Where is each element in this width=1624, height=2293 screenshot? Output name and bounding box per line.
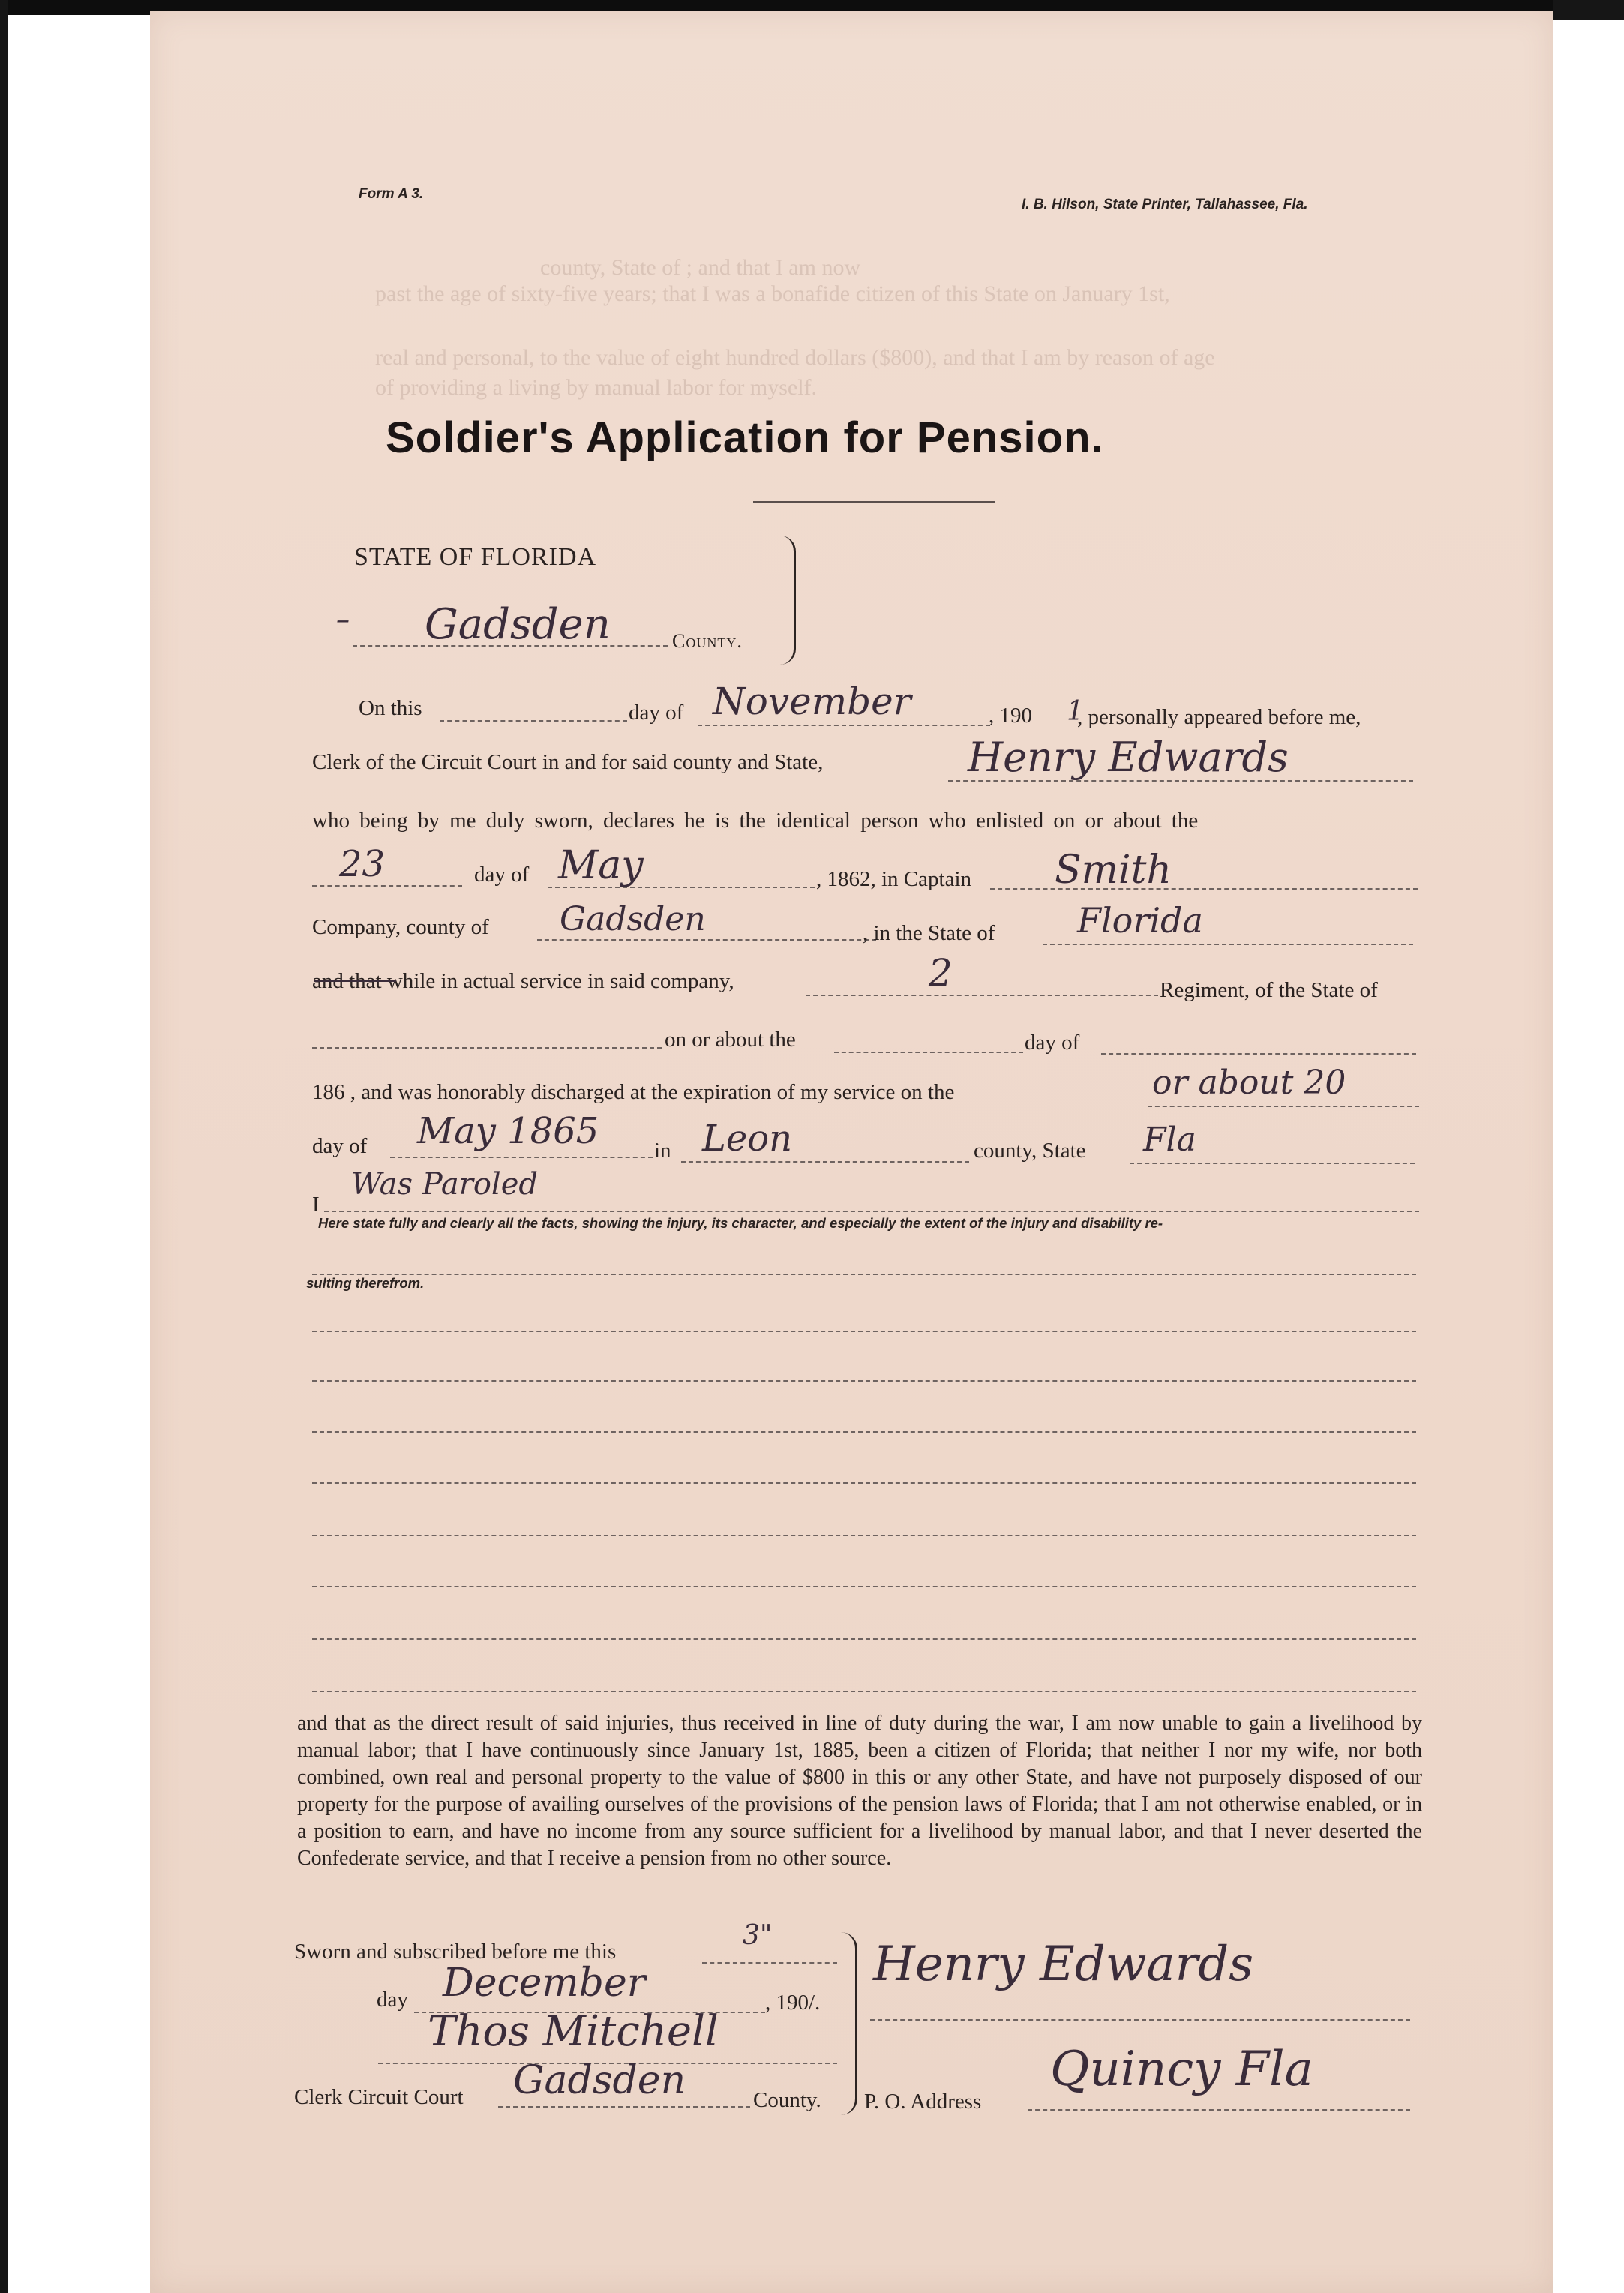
appeared-text: , personally appeared before me, bbox=[1077, 705, 1361, 729]
clerk-county-label: County. bbox=[753, 2088, 821, 2112]
bleed-through-line: county, State of ; and that I am now bbox=[540, 255, 861, 280]
month-blank bbox=[698, 725, 990, 726]
statement-line bbox=[312, 1331, 1416, 1332]
discharge-state-blank bbox=[1130, 1163, 1415, 1164]
scan-right-corner bbox=[1553, 0, 1624, 20]
clerk-signature: Thos Mitchell bbox=[428, 2007, 719, 2056]
statement-line bbox=[312, 1380, 1416, 1382]
jurat-brace bbox=[839, 1932, 857, 2115]
regiment-blank bbox=[806, 995, 1158, 996]
statement-line bbox=[312, 1638, 1416, 1640]
company-county-label: Company, county of bbox=[312, 915, 489, 939]
county-mark: – bbox=[336, 605, 350, 635]
statement-line bbox=[312, 1691, 1416, 1692]
bleed-through-line: real and personal, to the value of eight hundred dollars ($800), and that I am by reason of age bbox=[375, 345, 1215, 370]
strike-and-that bbox=[314, 980, 396, 982]
discharge-date: or about 20 bbox=[1152, 1064, 1346, 1102]
discharge-text: 186 , and was honorably discharged at the expiration of my service on the bbox=[312, 1080, 955, 1104]
on-about-label: on or about the bbox=[665, 1028, 796, 1052]
state-of-label: , in the State of bbox=[863, 921, 995, 945]
clerk-label: Clerk Circuit Court bbox=[294, 2085, 464, 2109]
statement-blank bbox=[324, 1211, 1419, 1212]
clerk-text: Clerk of the Circuit Court in and for said county and State, bbox=[312, 750, 824, 774]
discharge-place: Leon bbox=[702, 1118, 793, 1160]
jurat-year: , 190/. bbox=[765, 1991, 821, 2015]
scan-left-edge bbox=[0, 0, 8, 2293]
clerk-county: Gadsden bbox=[513, 2058, 686, 2103]
enlist-day: 23 bbox=[339, 843, 386, 885]
enlist-day-of: day of bbox=[474, 863, 530, 887]
applicant-signature-line bbox=[870, 2019, 1410, 2021]
discharge-blank-c bbox=[1101, 1053, 1416, 1055]
enlist-year: , 1862, in Captain bbox=[816, 867, 972, 891]
statement-line bbox=[312, 1274, 1416, 1275]
page-title: Soldier's Application for Pension. bbox=[386, 413, 1104, 462]
bleed-through-line: of providing a living by manual labor for myself. bbox=[375, 375, 818, 400]
discharge-month-year: May 1865 bbox=[417, 1110, 599, 1152]
applicant-signature: Henry Edwards bbox=[873, 1937, 1254, 1992]
enlist-county-blank bbox=[537, 939, 876, 941]
county-label: County. bbox=[672, 630, 743, 652]
oath-paragraph: and that as the direct result of said injuries, thus received in line of duty during the war, I am now unable to gain a livelihood by manual labor; that I have continuously since January 1st, 1885, been a citizen of Florida; that neither I nor my wife, nor both combined, own real and personal property to the value of $800 in this or any other State, and have not purposely disposed of our property for the purpose of availing ourselves of the provisions of the pension laws of Florida; that I am not otherwise enabled, or in a position to earn, and have no income from any source sufficient for a livelihood by manual labor, and that I never deserted the Confederate service, and that I receive a pension from no other source. bbox=[297, 1712, 1422, 1870]
service-text: and that while in actual service in said company, bbox=[312, 969, 734, 993]
statement-line bbox=[312, 1431, 1416, 1433]
applicant-name: Henry Edwards bbox=[968, 734, 1289, 781]
statement-value: Was Paroled bbox=[351, 1167, 538, 1202]
jurat-day-label: day bbox=[377, 1988, 408, 2012]
enlist-county: Gadsden bbox=[560, 900, 706, 938]
day-of-label: day of bbox=[629, 701, 684, 725]
discharge-state: Fla bbox=[1143, 1121, 1196, 1159]
jurat-month: December bbox=[443, 1961, 646, 2006]
discharge-day-of: day of bbox=[1025, 1031, 1080, 1055]
jurat-day-blank bbox=[702, 1962, 837, 1964]
enlist-state-blank bbox=[1043, 944, 1413, 945]
discharge-blank-a bbox=[312, 1047, 662, 1049]
title-underline bbox=[753, 501, 995, 503]
captain-name: Smith bbox=[1055, 848, 1172, 893]
discharge-month-blank bbox=[390, 1157, 653, 1158]
printer-credit: I. B. Hilson, State Printer, Tallahassee, Fla. bbox=[1022, 197, 1308, 212]
sworn-label: Sworn and subscribed before me this bbox=[294, 1940, 617, 1964]
regiment-text: Regiment, of the State of bbox=[1160, 978, 1378, 1002]
discharge-place-blank bbox=[681, 1161, 969, 1163]
statement-prefix: I bbox=[312, 1193, 320, 1217]
instruction-end: sulting therefrom. bbox=[306, 1275, 425, 1291]
enlist-day-blank bbox=[312, 885, 462, 887]
instruction-text: Here state fully and clearly all the facts, showing the injury, its character, and especially the extent of the injury and disability re- bbox=[318, 1215, 1163, 1231]
statement-line bbox=[312, 1535, 1416, 1536]
in-label: in bbox=[654, 1139, 671, 1163]
jurat-day: 3" bbox=[743, 1920, 773, 1951]
form-label: Form A 3. bbox=[359, 186, 424, 202]
statement-line bbox=[312, 1586, 1416, 1587]
po-address-value: Quincy Fla bbox=[1050, 2042, 1313, 2097]
county-value: Gadsden bbox=[425, 600, 611, 649]
bleed-through-line: past the age of sixty-five years; that I was a bonafide citizen of this State on January 1st, bbox=[375, 281, 1170, 306]
clerk-county-blank bbox=[498, 2106, 750, 2108]
sworn-declaration: who being by me duly sworn, declares he is the identical person who enlisted on or about the bbox=[312, 809, 1199, 833]
day-blank bbox=[440, 720, 627, 722]
year-prefix: , 190 bbox=[989, 704, 1032, 728]
regiment-number: 2 bbox=[929, 951, 953, 995]
enlist-state: Florida bbox=[1077, 900, 1203, 941]
county-state-label: county, State bbox=[974, 1139, 1086, 1163]
venue-brace bbox=[780, 536, 796, 665]
discharge-day-of-label: day of bbox=[312, 1134, 368, 1158]
discharge-blank-b bbox=[834, 1052, 1023, 1053]
po-address-blank bbox=[1028, 2109, 1410, 2111]
state-heading: STATE OF FLORIDA bbox=[354, 543, 597, 571]
statement-line bbox=[312, 1482, 1416, 1484]
discharge-date-blank bbox=[1148, 1106, 1419, 1107]
month-value: November bbox=[713, 680, 911, 723]
year-digit: 1 bbox=[1067, 696, 1084, 727]
po-address-label: P. O. Address bbox=[864, 2090, 982, 2114]
on-this-label: On this bbox=[359, 696, 422, 720]
enlist-month: May bbox=[558, 843, 644, 888]
